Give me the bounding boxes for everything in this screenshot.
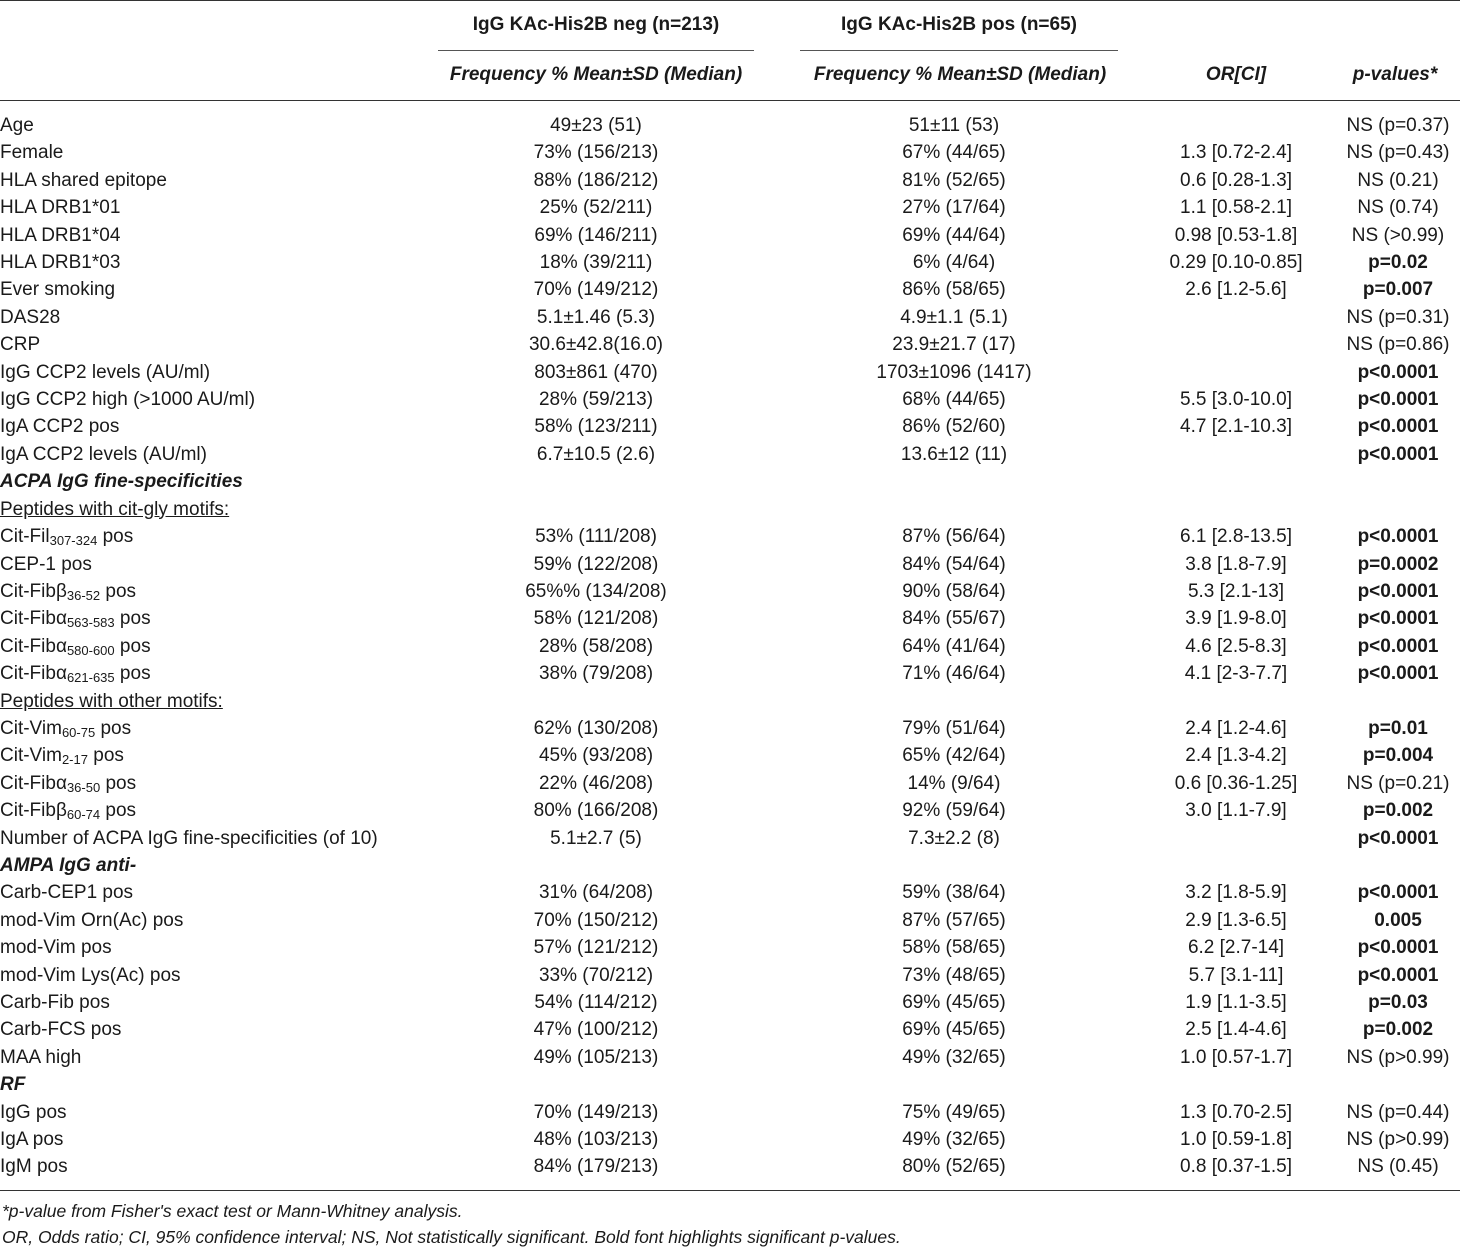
row-label-text: HLA shared epitope: [0, 169, 167, 191]
table-row: [0, 633, 1460, 660]
value-pos: 49% (32/65): [902, 1046, 1006, 1068]
value-neg: 6.7±10.5 (2.6): [536, 443, 656, 465]
row-label-subscript: 580-600: [66, 642, 115, 658]
row-label-text: Age: [0, 115, 34, 136]
row-label: [0, 276, 420, 303]
value-neg: 80% (166/208): [533, 800, 659, 822]
value-or-ci: 1.0 [0.59-1.8]: [1180, 1129, 1292, 1151]
value-pos: 1703±1096 (1417): [876, 361, 1032, 383]
value-or-ci: 6.1 [2.8-13.5]: [1180, 526, 1292, 548]
row-label-text: IgG CCP2 high (>1000 AU/ml): [0, 389, 256, 411]
value-neg: 58% (121/208): [533, 608, 659, 630]
value-pos: 69% (44/64): [902, 224, 1006, 246]
table-row: [0, 962, 1460, 989]
row-label: [0, 112, 420, 139]
row-label: [0, 331, 420, 358]
value-pvalue: p<0.0001: [1357, 389, 1439, 411]
row-label: [0, 770, 420, 797]
value-pvalue: p<0.0001: [1357, 635, 1439, 657]
row-label-text: MAA high: [0, 1046, 82, 1068]
value-neg: 57% (121/212): [533, 937, 659, 959]
row-label-text: Cit-Fibα: [0, 608, 67, 630]
value-pvalue: p<0.0001: [1357, 827, 1439, 849]
value-pvalue: p<0.0001: [1357, 608, 1439, 630]
row-label-suffix: pos: [114, 635, 151, 657]
value-or-ci: 2.9 [1.3-6.5]: [1185, 909, 1287, 931]
group-underline-neg: [438, 50, 754, 51]
value-or-ci: [1136, 825, 1336, 852]
row-label-text: IgA CCP2 levels (AU/ml): [0, 443, 207, 465]
value-neg: 62% (130/208): [533, 717, 659, 739]
row-label-text: IgA pos: [0, 1129, 64, 1151]
row-label-subscript: 621-635: [66, 670, 115, 686]
row-label: [0, 934, 420, 961]
table-row: [0, 112, 1460, 139]
value-neg: 88% (186/212): [533, 169, 659, 191]
value-or-ci: 3.0 [1.1-7.9]: [1185, 800, 1287, 822]
row-label: [0, 194, 420, 221]
value-pvalue: p<0.0001: [1357, 580, 1439, 602]
value-or-ci: 1.3 [0.70-2.5]: [1180, 1101, 1292, 1123]
table-row: [0, 1099, 1460, 1126]
row-label: [0, 633, 420, 660]
table-row: [0, 413, 1460, 440]
col-header-or: OR[CI]: [1205, 64, 1267, 85]
value-or-ci: 0.6 [0.28-1.3]: [1180, 169, 1292, 191]
value-pvalue: NS (p>0.99): [1346, 1129, 1450, 1151]
row-label: [0, 715, 420, 742]
row-label: [0, 907, 420, 934]
footnote-abbrev: OR, Odds ratio; CI, 95% confidence interval; NS, Not statistically significant. Bold font highlights significant p-values.: [2, 1227, 901, 1247]
row-label-text: mod-Vim pos: [0, 937, 112, 959]
row-label: [0, 523, 420, 550]
value-pos: 90% (58/64): [902, 580, 1006, 602]
header-bottom-rule: [0, 100, 1460, 101]
col-header-pos: Frequency % Mean±SD (Median): [813, 64, 1107, 85]
value-neg: 30.6±42.8(16.0): [528, 334, 664, 356]
row-label: [0, 249, 420, 276]
value-pvalue: p<0.0001: [1357, 443, 1439, 465]
value-or-ci: 3.9 [1.9-8.0]: [1185, 608, 1287, 630]
row-label: [0, 962, 420, 989]
value-or-ci: 5.3 [2.1-13]: [1187, 580, 1285, 602]
group-underline-pos: [800, 50, 1118, 51]
value-neg: 49% (105/213): [533, 1046, 659, 1068]
row-label: [0, 1016, 420, 1043]
value-pvalue: NS (p=0.37): [1346, 115, 1450, 136]
value-pos: 6% (4/64): [912, 252, 996, 274]
value-neg: 5.1±2.7 (5): [550, 827, 642, 849]
table-row: [0, 249, 1460, 276]
data-table: [0, 112, 1460, 1181]
row-label-text: DAS28: [0, 306, 61, 328]
row-label-text: mod-Vim Orn(Ac) pos: [0, 909, 184, 931]
value-pvalue: NS (p=0.43): [1346, 142, 1450, 164]
value-or-ci: 0.29 [0.10-0.85]: [1169, 252, 1303, 274]
value-neg: 31% (64/208): [538, 882, 654, 904]
footnote-pvalue: *p-value from Fisher's exact test or Mann-Whitney analysis.: [2, 1201, 463, 1221]
value-pos: 87% (57/65): [902, 909, 1006, 931]
section-header-row: [0, 1071, 1460, 1098]
value-pos: 81% (52/65): [902, 169, 1006, 191]
table-row: [0, 1016, 1460, 1043]
table-row: [0, 139, 1460, 166]
row-label-text: Cit-Fibβ: [0, 580, 67, 602]
row-label-suffix: pos: [114, 608, 151, 630]
value-pvalue: NS (0.21): [1357, 169, 1439, 191]
value-neg: 70% (149/212): [533, 279, 659, 301]
value-pos: 73% (48/65): [902, 964, 1006, 986]
table-row: [0, 1126, 1460, 1153]
value-pos: 80% (52/65): [902, 1156, 1006, 1178]
row-label-text: IgM pos: [0, 1156, 68, 1178]
table-row: [0, 441, 1460, 468]
subsection-header-row: [0, 496, 1460, 523]
row-label: [0, 386, 420, 413]
value-neg: 69% (146/211): [534, 224, 658, 246]
group-header-neg: IgG KAc-His2B neg (n=213): [472, 14, 720, 35]
row-label-suffix: pos: [100, 580, 137, 602]
row-label-subscript: 36-52: [66, 587, 101, 603]
value-pvalue: p=0.03: [1368, 992, 1428, 1013]
value-pvalue: p<0.0001: [1357, 416, 1439, 438]
row-label: [0, 139, 420, 166]
value-pos: 92% (59/64): [902, 800, 1006, 822]
value-or-ci: 1.3 [0.72-2.4]: [1180, 142, 1292, 164]
row-label-text: CRP: [0, 334, 41, 356]
row-label-text: Cit-Fibβ: [0, 800, 67, 822]
value-or-ci: 3.8 [1.8-7.9]: [1185, 553, 1287, 575]
value-pos: 75% (49/65): [902, 1101, 1006, 1123]
value-pvalue: NS (p=0.86): [1346, 334, 1450, 356]
value-or-ci: 1.9 [1.1-3.5]: [1185, 992, 1287, 1013]
row-label-subscript: 563-583: [66, 615, 115, 631]
row-label-suffix: pos: [100, 800, 137, 822]
value-or-ci: 2.6 [1.2-5.6]: [1185, 279, 1287, 301]
row-label-text: HLA DRB1*01: [0, 197, 121, 219]
value-or-ci: 2.5 [1.4-4.6]: [1185, 1019, 1287, 1041]
value-or-ci: [1136, 112, 1336, 139]
value-or-ci: 4.7 [2.1-10.3]: [1180, 416, 1292, 438]
row-label-text: Cit-Fibα: [0, 635, 67, 657]
value-or-ci: 3.2 [1.8-5.9]: [1185, 882, 1287, 904]
value-pvalue: NS (p=0.44): [1346, 1101, 1450, 1123]
value-neg: 38% (79/208): [538, 663, 654, 685]
row-label: [0, 742, 420, 769]
row-label-suffix: pos: [95, 717, 132, 739]
row-label-text: Carb-Fib pos: [0, 992, 110, 1013]
value-pvalue: p=0.007: [1362, 279, 1434, 301]
value-pos: 71% (46/64): [902, 663, 1006, 685]
value-pos: 59% (38/64): [902, 882, 1006, 904]
table-row: [0, 167, 1460, 194]
row-label: [0, 1044, 420, 1071]
value-or-ci: [1136, 441, 1336, 468]
subsection-label: Peptides with other motifs:: [0, 690, 223, 712]
value-pvalue: 0.005: [1374, 909, 1422, 931]
value-pvalue: p=0.0002: [1357, 553, 1439, 575]
value-pvalue: p=0.01: [1368, 717, 1428, 739]
value-neg: 45% (93/208): [538, 745, 654, 767]
table-bottom-rule: [0, 1190, 1460, 1191]
row-label: [0, 441, 420, 468]
value-pos: 13.6±12 (11): [900, 443, 1008, 465]
section-header-row: [0, 468, 1460, 495]
value-or-ci: 0.6 [0.36-1.25]: [1174, 772, 1298, 794]
value-neg: 73% (156/213): [533, 142, 659, 164]
table-top-rule: [0, 0, 1460, 1]
value-neg: 18% (39/211): [539, 252, 653, 274]
row-label-text: HLA DRB1*03: [0, 252, 121, 274]
value-neg: 54% (114/212): [534, 992, 658, 1013]
value-pvalue: NS (0.74): [1357, 197, 1439, 219]
value-pos: 84% (55/67): [902, 608, 1006, 630]
value-or-ci: 5.7 [3.1-11]: [1188, 964, 1284, 986]
value-or-ci: 1.0 [0.57-1.7]: [1180, 1046, 1292, 1068]
value-neg: 48% (103/213): [533, 1129, 659, 1151]
value-or-ci: 6.2 [2.7-14]: [1187, 937, 1285, 959]
row-label: [0, 222, 420, 249]
value-pvalue: NS (0.45): [1357, 1156, 1439, 1178]
row-label-text: IgG CCP2 levels (AU/ml): [0, 361, 211, 383]
row-label-suffix: pos: [97, 526, 134, 548]
row-label: [0, 167, 420, 194]
value-pos: 87% (56/64): [902, 526, 1006, 548]
row-label: [0, 413, 420, 440]
table-row: [0, 989, 1460, 1016]
table-row: [0, 1044, 1460, 1071]
row-label-text: Cit-Fibα: [0, 772, 67, 794]
value-or-ci: 1.1 [0.58-2.1]: [1180, 197, 1292, 219]
value-or-ci: 4.1 [2-3-7.7]: [1184, 663, 1288, 685]
table-row: [0, 660, 1460, 687]
value-pvalue: p=0.004: [1362, 745, 1434, 767]
value-pos: 84% (54/64): [902, 553, 1006, 575]
subsection-header-row: [0, 688, 1460, 715]
value-neg: 5.1±1.46 (5.3): [536, 306, 656, 328]
value-neg: 33% (70/212): [538, 964, 654, 986]
table-row: [0, 605, 1460, 632]
value-pvalue: p<0.0001: [1357, 361, 1439, 383]
section-label: AMPA IgG anti-: [0, 854, 137, 876]
row-label-text: Number of ACPA IgG fine-specificities (of 10): [0, 827, 378, 849]
row-label-subscript: 60-74: [66, 807, 101, 823]
row-label: [0, 578, 420, 605]
value-neg: 58% (123/211): [534, 416, 658, 438]
row-label-text: Carb-FCS pos: [0, 1019, 122, 1041]
table-row: [0, 331, 1460, 358]
value-or-ci: [1136, 331, 1336, 358]
row-label: [0, 359, 420, 386]
row-label: [0, 1153, 420, 1180]
value-pvalue: p<0.0001: [1357, 882, 1439, 904]
table-row: [0, 276, 1460, 303]
value-pos: 86% (52/60): [902, 416, 1006, 438]
value-neg: 22% (46/208): [538, 772, 654, 794]
value-neg: 28% (58/208): [538, 635, 654, 657]
table-row: [0, 304, 1460, 331]
table-row: [0, 386, 1460, 413]
value-or-ci: 4.6 [2.5-8.3]: [1185, 635, 1287, 657]
table-row: [0, 825, 1460, 852]
value-pos: 23.9±21.7 (17): [892, 334, 1016, 356]
value-pos: 86% (58/65): [902, 279, 1006, 301]
row-label-suffix: pos: [87, 745, 124, 767]
value-pos: 27% (17/64): [902, 197, 1006, 219]
table-row: [0, 1153, 1460, 1180]
value-neg: 65%% (134/208): [525, 580, 667, 602]
value-pvalue: p=0.02: [1368, 252, 1428, 274]
row-label-text: Cit-Vim: [0, 717, 62, 739]
table-row: [0, 797, 1460, 824]
row-label-text: Cit-Fibα: [0, 663, 67, 685]
value-or-ci: [1136, 304, 1336, 331]
value-pvalue: NS (>0.99): [1351, 224, 1445, 246]
row-label-subscript: 60-75: [61, 724, 96, 740]
value-neg: 47% (100/212): [533, 1019, 659, 1041]
row-label-text: HLA DRB1*04: [0, 224, 121, 246]
value-or-ci: 0.8 [0.37-1.5]: [1180, 1156, 1292, 1178]
row-label: [0, 660, 420, 687]
value-pvalue: p<0.0001: [1357, 663, 1439, 685]
group-header-pos: IgG KAc-His2B pos (n=65): [841, 14, 1077, 35]
value-or-ci: 2.4 [1.3-4.2]: [1185, 745, 1287, 767]
row-label-text: IgG pos: [0, 1101, 67, 1123]
value-or-ci: [1136, 359, 1336, 386]
value-neg: 28% (59/213): [538, 389, 654, 411]
table-row: [0, 359, 1460, 386]
value-pos: 64% (41/64): [902, 635, 1006, 657]
row-label: [0, 825, 420, 852]
value-pos: 69% (45/65): [902, 992, 1006, 1013]
section-label: ACPA IgG fine-specificities: [0, 471, 243, 493]
value-pvalue: NS (p=0.31): [1346, 306, 1450, 328]
row-label: [0, 1099, 420, 1126]
table-row: [0, 934, 1460, 961]
value-or-ci: 5.5 [3.0-10.0]: [1180, 389, 1292, 411]
table-row: [0, 523, 1460, 550]
row-label-text: Carb-CEP1 pos: [0, 882, 134, 904]
value-neg: 84% (179/213): [533, 1156, 659, 1178]
row-label-text: Ever smoking: [0, 279, 116, 301]
value-pvalue: p=0.002: [1362, 1019, 1434, 1041]
table-row: [0, 194, 1460, 221]
row-label-suffix: pos: [114, 663, 151, 685]
value-pvalue: p=0.002: [1362, 800, 1434, 822]
value-pos: 79% (51/64): [902, 717, 1006, 739]
table-row: [0, 907, 1460, 934]
value-pos: 68% (44/65): [902, 389, 1006, 411]
table-row: [0, 551, 1460, 578]
value-neg: 70% (150/212): [533, 909, 659, 931]
row-label-subscript: 307-324: [49, 533, 98, 549]
col-header-p: p-values*: [1352, 64, 1438, 85]
row-label-text: Cit-Vim: [0, 745, 62, 767]
value-pos: 65% (42/64): [902, 745, 1006, 767]
table-row: [0, 879, 1460, 906]
value-pos: 4.9±1.1 (5.1): [900, 306, 1008, 328]
section-label: RF: [0, 1074, 26, 1096]
table-row: [0, 578, 1460, 605]
value-neg: 803±861 (470): [534, 361, 658, 383]
row-label-text: IgA CCP2 pos: [0, 416, 120, 438]
subsection-label: Peptides with cit-gly motifs:: [0, 498, 230, 520]
table-row: [0, 742, 1460, 769]
value-pos: 49% (32/65): [902, 1129, 1006, 1151]
value-neg: 49±23 (51): [550, 115, 642, 136]
row-label: [0, 551, 420, 578]
value-pos: 58% (58/65): [902, 937, 1006, 959]
row-label-suffix: pos: [100, 772, 137, 794]
value-pvalue: p<0.0001: [1357, 526, 1439, 548]
value-neg: 25% (52/211): [539, 197, 653, 219]
value-neg: 59% (122/208): [533, 553, 659, 575]
row-label: [0, 1126, 420, 1153]
row-label-text: CEP-1 pos: [0, 553, 92, 575]
table-row: [0, 715, 1460, 742]
value-neg: 53% (111/208): [535, 526, 657, 548]
value-neg: 70% (149/213): [533, 1101, 659, 1123]
row-label: [0, 989, 420, 1016]
table-row: [0, 222, 1460, 249]
value-or-ci: 0.98 [0.53-1.8]: [1174, 224, 1298, 246]
row-label-text: mod-Vim Lys(Ac) pos: [0, 964, 181, 986]
value-pos: 14% (9/64): [907, 772, 1001, 794]
value-pos: 7.3±2.2 (8): [908, 827, 1000, 849]
value-pvalue: p<0.0001: [1357, 937, 1439, 959]
row-label-text: Female: [0, 142, 64, 164]
section-header-row: [0, 852, 1460, 879]
value-pos: 51±11 (53): [908, 115, 1000, 136]
row-label: [0, 304, 420, 331]
value-pvalue: NS (p=0.21): [1346, 772, 1450, 794]
value-pos: 69% (45/65): [902, 1019, 1006, 1041]
row-label-subscript: 2-17: [61, 752, 88, 768]
row-label-subscript: 36-50: [66, 779, 101, 795]
row-label: [0, 879, 420, 906]
row-label-text: Cit-Fil: [0, 526, 50, 548]
col-header-neg: Frequency % Mean±SD (Median): [449, 64, 743, 85]
value-pvalue: p<0.0001: [1357, 964, 1439, 986]
table-row: [0, 770, 1460, 797]
value-or-ci: 2.4 [1.2-4.6]: [1185, 717, 1287, 739]
value-pvalue: NS (p>0.99): [1346, 1046, 1450, 1068]
row-label: [0, 797, 420, 824]
value-pos: 67% (44/65): [902, 142, 1006, 164]
row-label: [0, 605, 420, 632]
